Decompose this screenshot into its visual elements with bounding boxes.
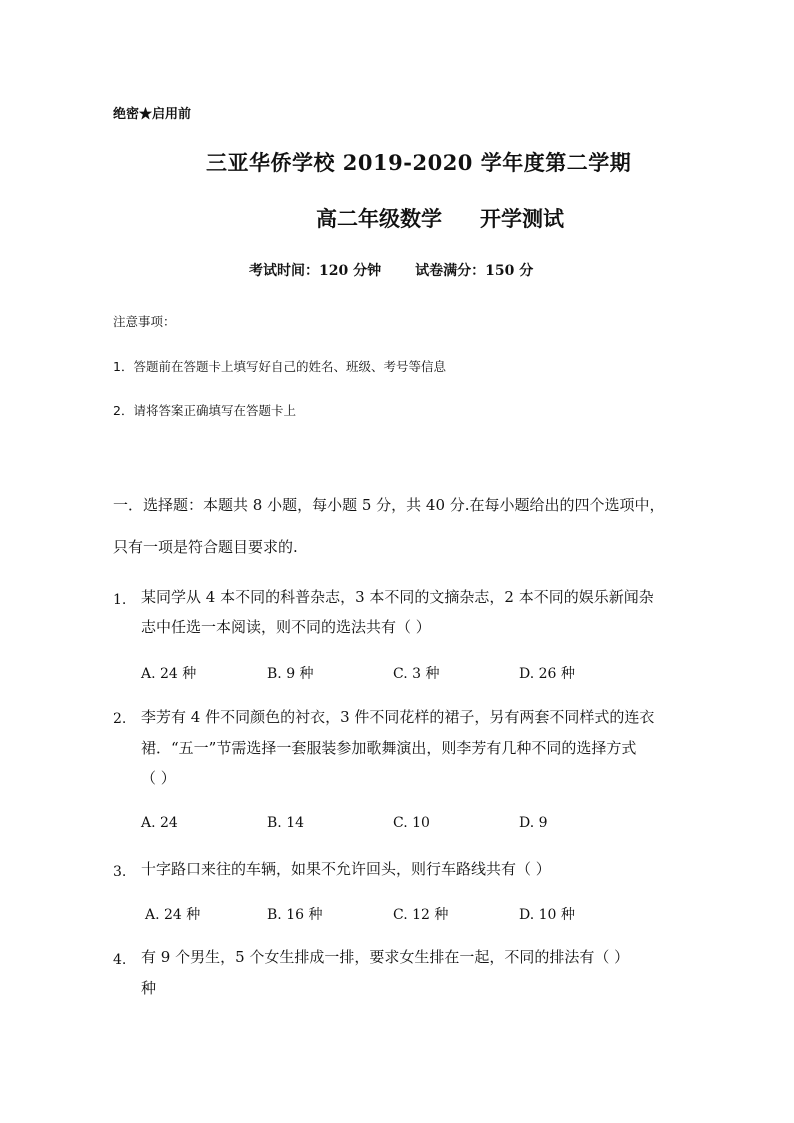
- option-a: A. 24: [141, 815, 178, 831]
- question-text: 志中任选一本阅读，则不同的选法共有（ ）: [141, 618, 431, 636]
- question-text: 种: [141, 979, 157, 997]
- question-number: 4.: [113, 952, 127, 968]
- exam-time: 考试时间：120 分钟: [249, 263, 382, 279]
- option-b: B. 16 种: [267, 907, 323, 923]
- section-intro: 一．选择题：本题共 8 小题，每小题 5 分，共 40 分.在每小题给出的四个选项中，: [113, 496, 665, 514]
- question-number: 2.: [113, 711, 127, 727]
- question-text: 李芳有 4 件不同颜色的衬衣，3 件不同花样的裙子，另有两套不同样式的连衣: [141, 708, 655, 726]
- option-c: C. 10: [393, 815, 430, 831]
- option-a: A. 24 种: [145, 907, 201, 923]
- question-text: 某同学从 4 本不同的科普杂志，3 本不同的文摘杂志，2 本不同的娱乐新闻杂: [141, 588, 654, 606]
- page-subtitle: [316, 203, 564, 233]
- option-b: B. 9 种: [267, 666, 314, 682]
- option-c: C. 12 种: [393, 907, 449, 923]
- subtitle-grade: 高二年级数学: [316, 206, 442, 231]
- question-text: 有 9 个男生，5 个女生排成一排，要求女生排在一起，不同的排法有（ ）: [141, 948, 630, 966]
- question-text: （ ）: [141, 769, 176, 787]
- question-number: 1.: [113, 592, 127, 608]
- question-text: 十字路口来往的车辆，如果不允许回头，则行车路线共有（ ）: [141, 860, 551, 878]
- page-title: 三亚华侨学校 2019-2020 学年度第二学期: [206, 150, 632, 175]
- confidential-label: 绝密★启用前: [113, 107, 192, 122]
- section-intro-2: 只有一项是符合题目要求的.: [113, 538, 298, 556]
- option-c: C. 3 种: [393, 666, 440, 682]
- option-d: D. 9: [519, 815, 548, 831]
- notes-heading: 注意事项：: [113, 314, 176, 329]
- question-text: 裙．“五一”节需选择一套服装参加歌舞演出，则李芳有几种不同的选择方式: [141, 739, 637, 757]
- note-item: 1．答题前在答题卡上填写好自己的姓名、班级、考号等信息: [113, 359, 446, 374]
- note-item: 2．请将答案正确填写在答题卡上: [113, 403, 296, 418]
- option-b: B. 14: [267, 815, 305, 831]
- option-a: A. 24 种: [141, 666, 197, 682]
- option-d: D. 10 种: [519, 907, 575, 923]
- exam-score: 试卷满分：150 分: [415, 263, 534, 279]
- subtitle-test: 开学测试: [480, 206, 564, 231]
- exam-meta: [249, 260, 533, 280]
- option-d: D. 26 种: [519, 666, 575, 682]
- question-number: 3.: [113, 864, 127, 880]
